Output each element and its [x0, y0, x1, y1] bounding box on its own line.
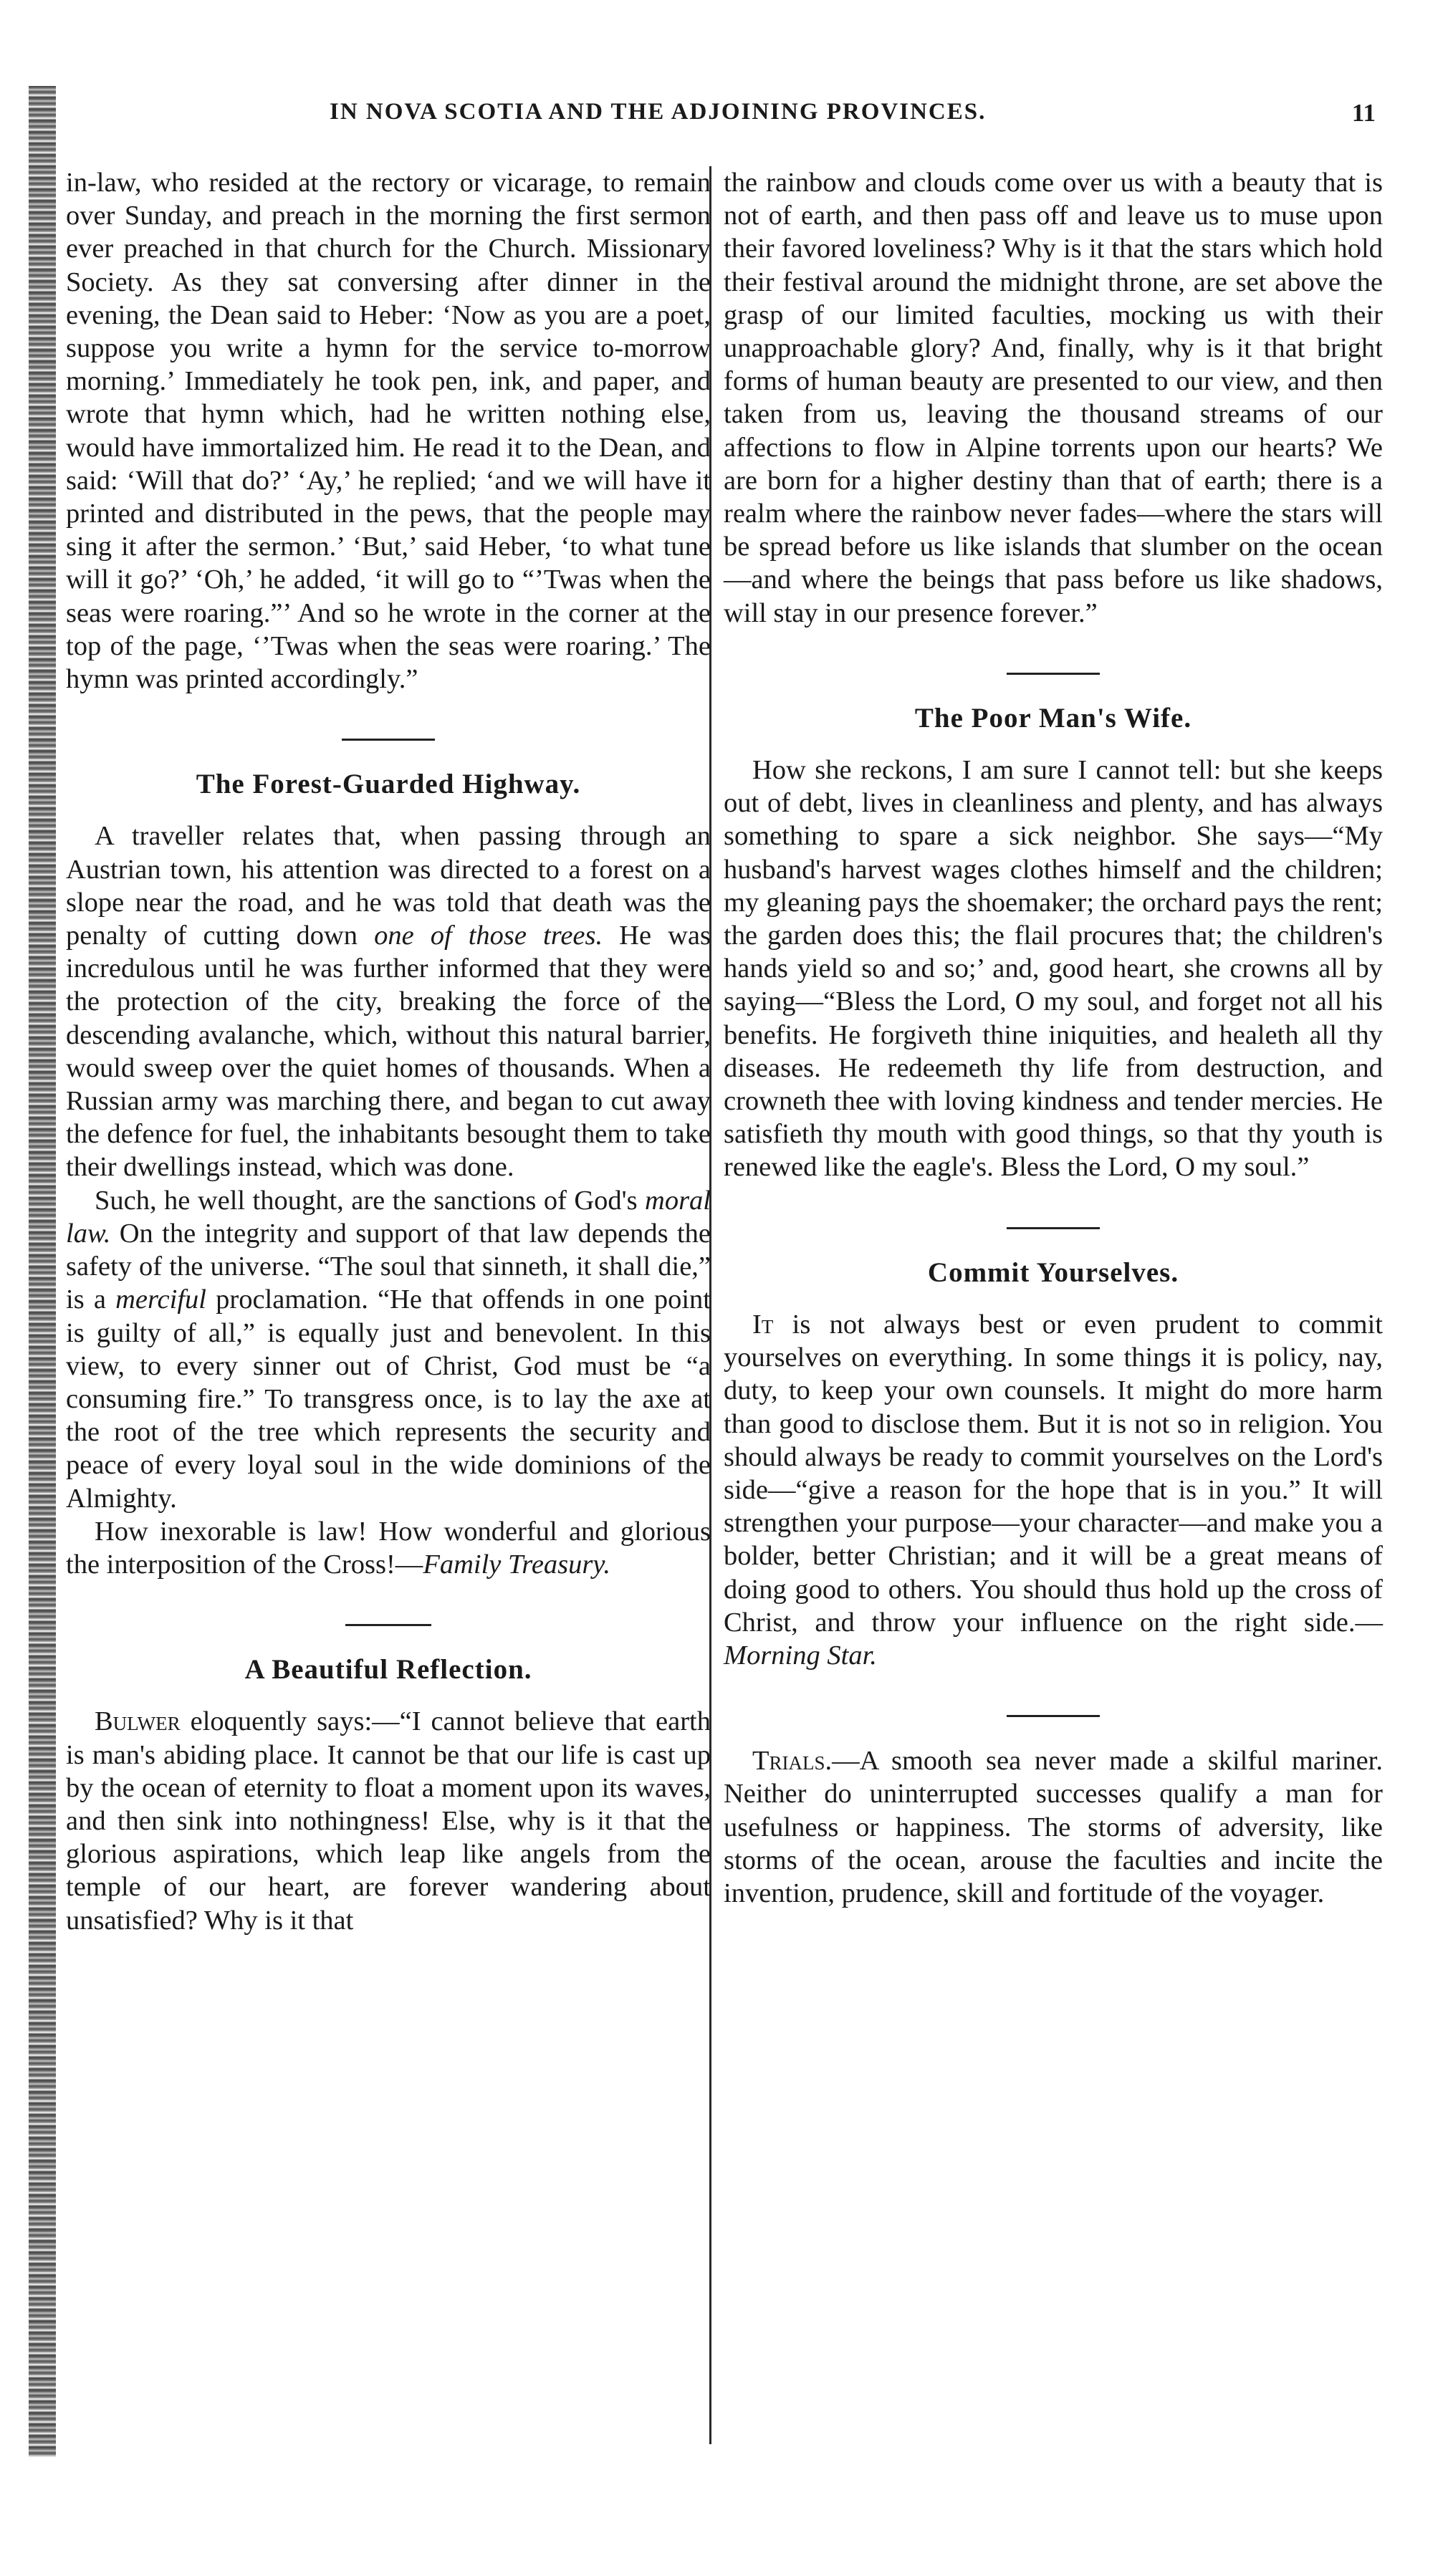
article-title-poor-wife: The Poor Man's Wife. [914, 702, 1192, 734]
running-head: IN NOVA SCOTIA AND THE ADJOINING PROVINCES. [330, 99, 987, 125]
text-run: On the integrity and support of that law depends the safety of the universe. “The soul that sinneth, it shall die,” is a [66, 1218, 711, 1315]
separator-rule [1007, 1227, 1100, 1229]
text-run: He was incredulous until he was further informed that they were the protection of the city, breaking the force of the descending avalanche, which, without this natural barrier, would sweep over the quiet homes of thousands. When a Russian army was marching there, and began to cut away the defence for fuel, the inhabitants besought them to take their dwellings instead, which was done. [66, 921, 711, 1183]
text-run: Such, he well thought, are the sanctions of God's [95, 1185, 646, 1216]
forest-paragraph-2 [66, 1184, 711, 1515]
binding-edge [29, 86, 56, 2457]
right-column [724, 166, 1383, 1910]
forest-paragraph-3 [66, 1515, 711, 1581]
text-run: A traveller relates that, when passing through an Austrian town, his attention was directed to a forest on a slope near the road, and he was told that death was the penalty of cutting down [66, 821, 711, 951]
separator-rule [1007, 673, 1100, 675]
small-caps-lead: Trials. [752, 1746, 833, 1777]
page-number: 11 [1351, 99, 1376, 127]
poor-wife-paragraph: How she reckons, I am sure I cannot tell: but she keeps out of debt, lives in cleanliness and plenty, and has always something to spare a sick neighbor. She says—“My husband's harvest wages clothes himself and the children; my gleaning pays the shoemaker; the orchard pays the rent; the garden does this; the flail procures that; the children's hands yield so and so;’ and, good heart, she crowns all by saying—“Bless the Lord, O my soul, and forget not all his benefits. He forgiveth thine iniquities, and healeth all thy diseases. He redeemeth thy life from destruction, and crowneth thee with loving kindness and tender mercies. He satisfieth thy mouth with good things, so that thy youth is renewed like the eagle's. Bless the Lord, O my soul.” [724, 755, 1383, 1183]
heber-story-continuation: in-law, who resided at the rectory or vicarage, to remain over Sunday, and preach in the morning the first sermon ever preached in that church for the Church. Missionary Society. As they sat conversing after dinner in the evening, the Dean said to Heber: ‘Now as you are a poet, suppose you write a hymn for the service to-morrow morning.’ Immediately he took pen, ink, and paper, and wrote that hymn which, had he written nothing else, would have immortalized him. He read it to the Dean, and said: ‘Will that do?’ ‘Ay,’ he replied; ‘and we will have it printed and distributed in the pews, that the people may sing it after the sermon.’ ‘But,’ said Heber, ‘to what tune will it go?’ ‘Oh,’ he added, ‘it will go to “’Twas when the seas were roaring.”’ And so he wrote in the corner at the top of the page, ‘’Twas when the seas were roaring.’ The hymn was printed accordingly.” [66, 168, 711, 695]
source-attribution: Morning Star. [724, 1640, 877, 1671]
separator-rule [345, 1624, 431, 1626]
left-column [66, 166, 711, 1937]
text-run: proclamation. “He that offends in one point is guilty of all,” is equally just and benevolent. In this view, to every sinner out of Christ, God must be “a consuming fire.” To transgress once, is to lay the axe at the root of the tree which represents the security and peace of every loyal soul in the wide dominions of the Almighty. [66, 1284, 711, 1514]
trials-paragraph [724, 1744, 1383, 1910]
article-title-beautiful: A Beautiful Reflection. [244, 1654, 532, 1686]
separator-rule [1007, 1715, 1100, 1717]
text-run: eloquently says:—“I cannot believe that earth is man's abiding place. It cannot be that our life is cast up by the ocean of eternity to float a moment upon its waves, and then sink into nothingness! Else, why is it that the glorious aspirations, which leap like angels from the temple of our heart, are forever wandering about unsatisfied? Why is it that [66, 1706, 711, 1936]
separator-rule [342, 739, 435, 741]
emphasis: one of those trees. [374, 921, 603, 951]
article-title-commit: Commit Yourselves. [927, 1256, 1179, 1288]
text-run: is not always best or even prudent to commit yourselves on everything. In some things it is policy, nay, duty, to keep your own counsels. It might do more harm than good to disclose them. But it is not so in religion. You should always be ready to commit yourselves on the Lord's side—“give a reason for the hope that is in you.” It will strengthen your purpose—your character—and make you a bolder, better Christian; and it will be a great means of doing good to others. You should thus hold up the cross of Christ, and throw your influence on the right side.— [724, 1309, 1383, 1638]
article-title-forest: The Forest-Guarded Highway. [196, 769, 581, 800]
beautiful-continuation: the rainbow and clouds come over us with a beauty that is not of earth, and then pass off and leave us to muse upon their favored loveliness? Why is it that the stars which hold their festival around the midnight throne, are set above the grasp of our limited faculties, mocking us with their unapproachable glory? And, finally, why is it that bright forms of human beauty are presented to our view, and then taken from us, leaving the thousand streams of our affections to flow in Alpine torrents upon our hearts? We are born for a higher destiny than that of earth; there is a realm where the rainbow never fades—where the stars will be spread before us like islands that slumber on the ocean—and where the beings that pass before us like shadows, will stay in our presence forever.” [724, 168, 1383, 628]
beautiful-paragraph-1 [66, 1705, 711, 1936]
emphasis: moral law. [66, 1185, 711, 1249]
small-caps-lead: Bulwer [95, 1706, 181, 1737]
text-run: How inexorable is law! How wonderful and glorious the interposition of the Cross!— [66, 1516, 711, 1580]
small-caps-lead: It [752, 1309, 774, 1340]
forest-paragraph-1 [66, 820, 711, 1183]
emphasis: merciful [115, 1284, 206, 1315]
source-attribution: Family Treasury. [423, 1549, 610, 1580]
commit-paragraph [724, 1308, 1383, 1672]
text-run: —A smooth sea never made a skilful mariner. Neither do uninterrupted successes qualify a man for usefulness or happiness. The storms of adversity, like storms of the ocean, arouse the faculties and incite the invention, prudence, skill and fortitude of the voyager. [724, 1746, 1383, 1908]
page-header [64, 99, 1376, 142]
